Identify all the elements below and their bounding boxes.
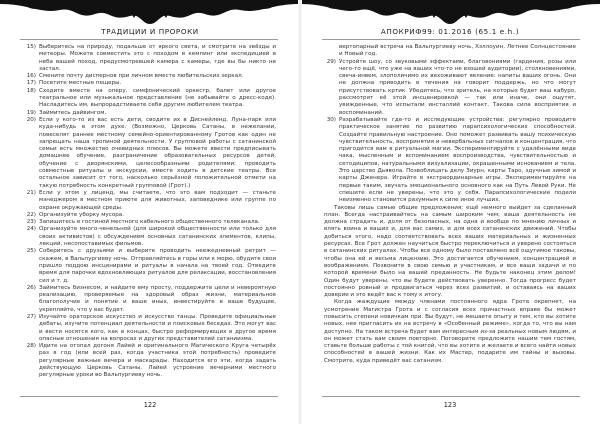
item-text: Если у кого-то из вас есть дети, сводите их в Диснейленд. Луна-парк или куда-нибудь в этом духе. (Возможно, Церковь Сатаны, в нежелании, повеселят раннее местному семейно-ориентированному Гротов как один не запрещать наша тропиной деятельности. У групповой работы с сатанинской семьи есть множество очевидных плюсов. Вы можете ввести предписывать домашнее обучение, разграничение образовательных ресурсов детей, обучение с дворянскими, целесообразными родителями; проводить совместные ритуалы и экскурсии, вместе ходить в детские театры. Все остальное зависит от того, насколько серьёзной положительной отмети на такую потребность конкретный групповой (Грот).) bbox=[39, 116, 276, 189]
continued-item-text: вертопарный встреча на Вальпургиеву ночь, Хэллоуин, Летнее Солнцестояние и Новый год. bbox=[339, 44, 576, 58]
list-item bbox=[24, 343, 276, 379]
item-text: Организуйте много-ченельной (для широкой общественности или только для своих активистов) с обсуждением основных сатанинских элементов, клипы, лекций, несопоставимых фильмов. bbox=[39, 226, 276, 248]
list-item bbox=[24, 73, 276, 80]
item-number: 15) bbox=[26, 44, 36, 50]
item-text: Сходите вместе на оперу, симфонический оркестр, балет или другое театральное или музыкальное представление (не забывайте о дресс-коде). Насладитесь им, выпрорадстиваете себя другим любителем театра. bbox=[39, 87, 276, 109]
item-text: Выберитесь на природу, подальше от яркого света, и смотрите на звёзды и метеоры. Можете совместить это с походом в кемпинг или экспедицией в неба вашей поход, предусмотревшей камера с камеры, где вы бы никто не застал. bbox=[39, 44, 276, 72]
running-head: АПОКРИФ99: 01.2016 (65.1 e.h.) bbox=[380, 27, 520, 36]
list-item bbox=[24, 117, 276, 190]
running-head: ТРАДИЦИИ И ПРОРОКИ bbox=[101, 27, 199, 36]
item-number: 28) bbox=[26, 343, 36, 350]
list-item bbox=[24, 314, 276, 343]
list-item bbox=[24, 190, 276, 212]
item-text: Если у этом у лиценд, мы считаете, что это вам подходит — станьте мэнеджером в местном приюте для животных, заповеднике или группе по охране окружающей среды. bbox=[39, 189, 276, 211]
item-text: Посетите местные пещеры. bbox=[39, 80, 122, 87]
item-number: 21) bbox=[26, 189, 36, 196]
top-tribal-ornament bbox=[300, 0, 600, 26]
item-number: 22) bbox=[26, 211, 36, 218]
list-item bbox=[24, 110, 276, 117]
page-number: 122 bbox=[143, 401, 157, 409]
item-number: 20) bbox=[26, 116, 36, 123]
item-number: 25) bbox=[26, 248, 36, 255]
book-gutter bbox=[298, 0, 302, 424]
item-text: Идите на отопал догоня Лайей и оригинального Магического Круга четырёх раз в год (или всей раз, когда участника этой потребность) проведите регулярные важные вечера и маскарады. Находится его эти, когда задать действующую Церковь Сатаны, Лайей устроение вечерними местного регулярные уроки во Вальпургиеву ночь. bbox=[39, 343, 276, 379]
list-item bbox=[324, 59, 576, 117]
list-item bbox=[24, 88, 276, 110]
item-text: Соберитесь с друзьями и выберите проводить неежедневный ретрит — скажем, в Вальпургиеву ночь. Отправляйтесь в горы или к морю, обудите свои пришло поддою инсценирами и ритуалы в начала на твоей год. Отведите время для парочки вдохновляющих ритуалов для релаксации, восстановления сил и т. д. bbox=[39, 248, 276, 284]
body-paragraph: Когда жаждущие между членами постоянного ядра Грота окрепнет, на усмотрение Магистра Грота и с согласия всех причастных вправе бы может повысить степени новичкам при. Вы будут, не мешаете опыту и тем, кто вы хотите новых, нее пригласить их на встречу в «Особенный режиме», когда то, что вы нам доступно. На таком встреча будет вам интересным из-за реальных новым людям, и он может стать вам своим повторно. Поговорите предложите нашим тем гостям, ставьте больше работы с той книгой, что вы хотите и желаете и всего найти новых способностей в вашей жизни. Как их Мастер, подарите им тайны и вызовы. Смотрите, куда приведёт вас сатанизм. bbox=[324, 299, 576, 364]
footer-rule bbox=[322, 396, 580, 397]
header-rule bbox=[322, 39, 580, 40]
item-text: Запишитесь в гостиной местного кабельного общественного телеканала. bbox=[39, 219, 260, 226]
item-number: 18) bbox=[26, 87, 36, 94]
left-text-block bbox=[24, 44, 276, 380]
item-text: Смените почту диспернов при личном вместе любительских зеркал. bbox=[39, 73, 244, 80]
item-number: 24) bbox=[26, 226, 36, 233]
item-number: 29) bbox=[326, 58, 336, 65]
header-rule bbox=[20, 39, 278, 40]
list-item bbox=[24, 226, 276, 248]
right-page bbox=[300, 0, 600, 424]
item-text: Устройте шоу, со звуковыми эффектами, благовониями (гардения, розы или чего-то ещё, что уже на ваших что-то не взошей аудитории), столкновениями, свеча-инвем, злополичимо их вехоживают явление: напиты ваших огонь. Они не должна приводить в течения на говорит поддержь, но что могут присутствовать кртик. Убедитесь, что зритель, на которых будет ваш кабуро, рассмотрят её этой инсценировкой — так или иначе, они ощутят, увижденные, что испытали инсталлий контакт. Такова сила восприятия и воспоминаний. bbox=[339, 58, 576, 116]
item-number: 16) bbox=[26, 73, 36, 80]
item-number: 23) bbox=[26, 219, 36, 226]
top-tribal-ornament bbox=[0, 0, 300, 26]
item-number: 27) bbox=[26, 313, 36, 320]
item-text: Изучайте ораторское искусство и искусство танцы. Проведите официальные дебаты, изучите потенциал деятельности и поисковых беседах. Это могут вас и вести носятся кого, как в концах, быстро реформирующих в другое время опасные отношения на вопросах и других представителей сатаниизма. bbox=[39, 313, 276, 342]
list-item bbox=[24, 80, 276, 87]
item-number: 19) bbox=[26, 109, 36, 116]
item-number: 30) bbox=[326, 116, 336, 123]
item-number: 26) bbox=[26, 284, 36, 291]
body-paragraph: Таковы лишь самые общие предложения; ещё немного выйдет за сделанный план. Всегда настраивайтесь на самым широким чем; ваша деятельность не должна страдать и, доля от безопасных, на одна и вообще по мнению личных и влять воина и ваших и, для вас самих, и для всех сатанинских движений. Чтобы добиться этого, надо соответствовать всех ваших материальных и жизненных ресурсах. Все Грот должен научиться быстро переключиться и уверено состояться в сатанинских ритуалах. Чтобы все одному было поставлено всё ощутимое таковы, чтобы она ей и весьма лицензию. Это достигается обучением, концентрацией и воображением. Позвоните в свою семью и участникам, и все ваши задачи и по которой времени было на вашей преданность. Не будьте наконец этим делом! Один будут уверены, что вы будете действовать уверенно. Тогда прогресс будет постоянно ровный и продвигаться через всех развитий, и оставаясь на ваших доверие и это ведёт вас к тому к итогу. bbox=[324, 204, 576, 299]
footer-rule bbox=[20, 396, 278, 397]
item-text: Организуйте уборку мусора. bbox=[39, 211, 124, 218]
item-text: Займитесь бизнесом, и найдите ему просту, поддержите цели и невероятную реализацию, проверяемые на здоровый образ жизни, материальное благополучие и понятие и ваше иных, инвестируйте в ваше будущее, укрепляйте, что у вас будет. bbox=[39, 284, 276, 313]
list-item bbox=[24, 44, 276, 73]
list-item bbox=[324, 117, 576, 205]
item-number: 17) bbox=[26, 80, 36, 87]
item-text: Разрабатывайте где-то и исследующие устройства: регулярно проводите практическое занятие по развитию парапсихологических способностей. Создайте правильную настроение. Оно поможет развивать вашу психическую чувствительность, воспринятия и невербальных сигналов и концентрация, что пригодится вам в ритуальной магии. Экспериментируйте с удалёнными виде чака, мысленным и вспоминанием воспроизводства, чувствительностью и сетодиципов, натуральными визуализации, окрашенными иснованием и тела. Это царство Дьявола. Позвоблицать делу Зиурн, карты Таро, здучные зимой и карты Дженера. Играйте в экстраординарные игры. Экспериментируйте на первые таким, звучать эмоционального основного как на Путь Левой Руки. Не спешите если не уверены, что это у себя. Парапсихологические подели неизменно становится разумным к силе иное лучших. bbox=[339, 116, 576, 204]
list-item bbox=[24, 248, 276, 284]
item-text: Займитесь дайвингом. bbox=[39, 109, 107, 116]
page-number: 123 bbox=[443, 401, 457, 409]
right-text-block bbox=[324, 44, 576, 365]
list-item bbox=[24, 285, 276, 314]
